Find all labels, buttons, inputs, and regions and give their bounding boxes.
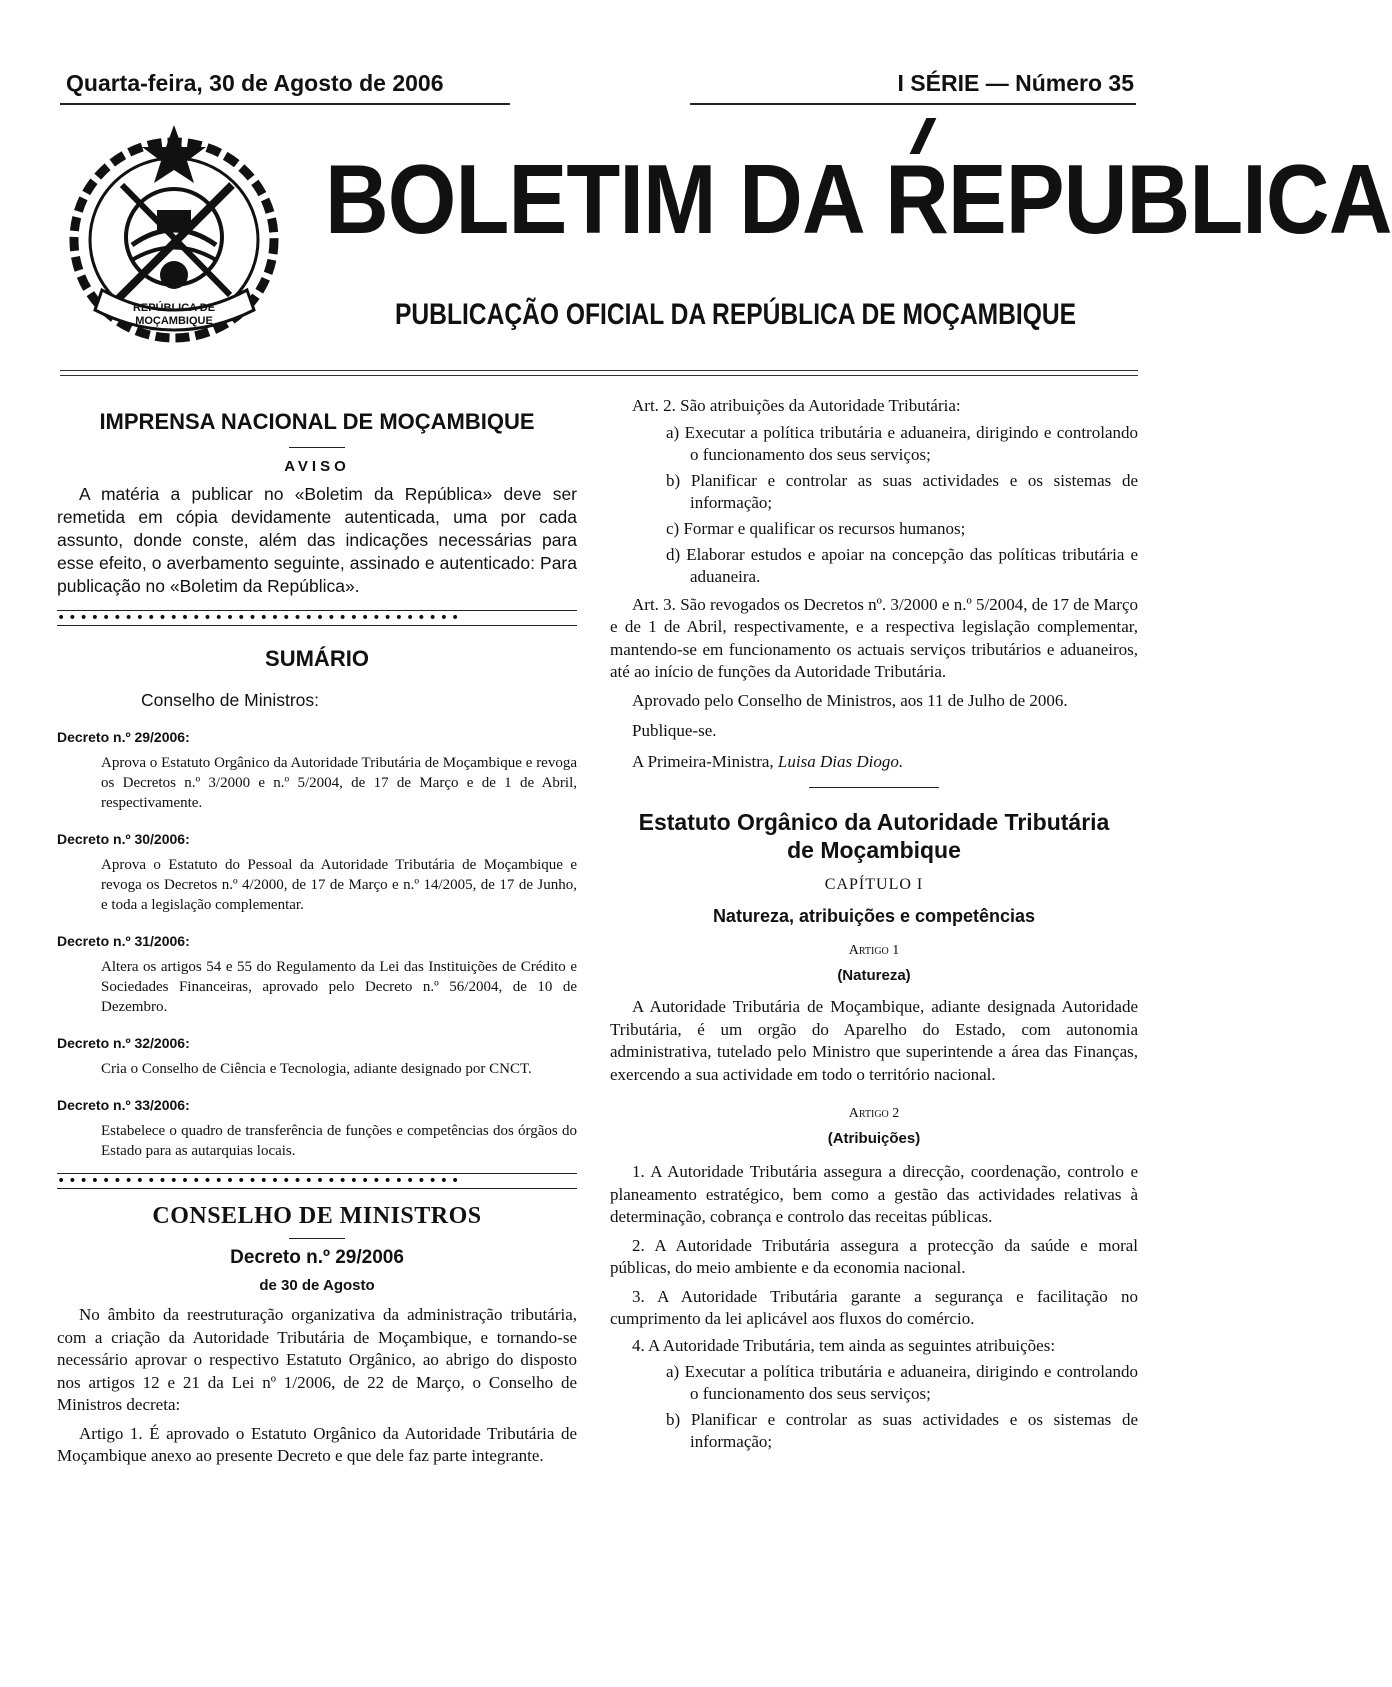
signature-title: A Primeira-Ministra, <box>632 751 778 771</box>
artigo-1-label: Artigo 1 <box>848 943 900 958</box>
artigo-1-title: (Natureza) <box>837 967 911 984</box>
decree-summary-item <box>57 933 577 1017</box>
artigo-2-para-3: 3. A Autoridade Tributária garante a segurança e facilitação no cumprimento da lei aplicável aos fluxos do comércio. <box>610 1286 1138 1328</box>
decree-number: Decreto n.º 30/2006: <box>57 831 190 847</box>
artigo-2-para-2: 2. A Autoridade Tributária assegura a protecção da saúde e moral públicas, do meio ambiente e da economia nacional. <box>610 1235 1138 1277</box>
article-2-item-b: b) Planificar e controlar as suas actividades e os sistemas de informação; <box>666 470 1138 512</box>
decree-description: Aprova o Estatuto Orgânico da Autoridade Tributária de Moçambique e revoga os Decretos n.º 3/2000 e n.º 5/2004, de 17 de Março e de 1 de Abril, respectivamente. <box>101 755 577 811</box>
header-rule-right <box>690 103 1136 105</box>
issue-date: Quarta-feira, 30 de Agosto de 2006 <box>66 70 444 96</box>
artigo-2-para-4: 4. A Autoridade Tributária, tem ainda as seguintes atribuições: <box>632 1335 1056 1355</box>
aviso-text: A matéria a publicar no «Boletim da República» deve ser remetida em cópia devidamente autenticada, uma por cada assunto, donde conste, além das indicações necessárias para esse efeito, o averbamento seguinte, assinado e autenticado: Para publicação no «Boletim da República». <box>57 484 577 596</box>
header-rule-left <box>60 103 510 105</box>
imprensa-heading: IMPRENSA NACIONAL DE MOÇAMBIQUE <box>99 409 535 434</box>
aviso-heading: AVISO <box>284 458 350 475</box>
decree-preamble: No âmbito da reestruturação organizativa da administração tributária, com a criação da Autoridade Tributária de Moçambique, e tornando-se necessário aprovar o respectivo Estatuto Orgânico, ao abrigo do disposto nos artigos 12 e 21 da Lei nº 1/2006, de 22 de Março, o Conselho de Ministros decreta: <box>57 1305 577 1414</box>
dotted-divider: •••••••••••••••••••••••••••••••••••• <box>57 610 577 626</box>
decree-summary-item <box>57 1097 577 1161</box>
artigo-2-para-1: 1. A Autoridade Tributária assegura a direcção, coordenação, controlo e planeamento estratégico, bem como a gestão das actividades relativas à determinação, cobrança e controlo das receitas públicas. <box>610 1162 1138 1226</box>
artigo-1-text: A Autoridade Tributária de Moçambique, adiante designada Autoridade Tributária, é um orgão do Aparelho do Estado, com autonomia administrativa, tutelado pelo Ministro que superintende a área das Finanças, exercendo a sua actividade em todo o território nacional. <box>610 997 1138 1084</box>
decree-description: Altera os artigos 54 e 55 do Regulamento da Lei das Instituições de Crédito e Sociedades Financeiras, aprovado pelo Decreto n.º 56/2004, de 10 de Dezembro. <box>101 959 577 1015</box>
publique-se: Publique-se. <box>632 721 717 740</box>
decree-number: Decreto n.º 32/2006: <box>57 1035 190 1051</box>
estatuto-heading-line-2: de Moçambique <box>787 837 961 863</box>
signature-name: Luisa Dias Diogo. <box>777 751 904 771</box>
artigo-2-label: Artigo 2 <box>848 1106 900 1121</box>
chapter-title: Natureza, atribuições e competências <box>712 906 1036 926</box>
decree-number: Decreto n.º 29/2006: <box>57 729 190 745</box>
emblem-ribbon-text-1: REPÚBLICA DE <box>132 302 216 314</box>
masthead-subtitle: PUBLICAÇÃO OFICIAL DA REPÚBLICA DE MOÇAMBIQUE <box>395 298 1077 331</box>
short-divider <box>289 1238 345 1239</box>
issue-series-number: I SÉRIE — Número 35 <box>897 70 1134 96</box>
header-double-rule <box>60 370 1138 376</box>
conselho-label: Conselho de Ministros: <box>141 690 319 710</box>
decreto-date: de 30 de Agosto <box>259 1277 375 1294</box>
article-2-item-d: d) Elaborar estudos e apoiar na concepção das políticas tributária e aduaneira. <box>666 544 1138 586</box>
right-column <box>610 395 1138 1453</box>
artigo-2-item-b: b) Planificar e controlar as suas actividades e os sistemas de informação; <box>666 1410 1138 1451</box>
chapter-label: CAPÍTULO I <box>824 876 924 893</box>
signature-line <box>610 751 1138 774</box>
decreto-heading: Decreto n.º 29/2006 <box>230 1247 404 1268</box>
coat-of-arms-emblem-icon <box>62 125 287 350</box>
short-divider <box>289 447 345 448</box>
estatuto-heading-line-1: Estatuto Orgânico da Autoridade Tributária <box>638 809 1110 835</box>
article-2-item-c: c) Formar e qualificar os recursos humanos; <box>666 518 966 538</box>
article-2-item-a: a) Executar a política tributária e aduaneira, dirigindo e controlando o funcionamento dos seus serviços; <box>666 422 1138 464</box>
emblem-ribbon-text-2: MOÇAMBIQUE <box>135 315 213 327</box>
approval-statement: Aprovado pelo Conselho de Ministros, aos 11 de Julho de 2006. <box>632 690 1068 710</box>
sumario-heading: SUMÁRIO <box>265 646 369 671</box>
decree-number: Decreto n.º 31/2006: <box>57 933 190 949</box>
decree-summary-item <box>57 831 577 915</box>
decree-description: Aprova o Estatuto do Pessoal da Autoridade Tributária de Moçambique e revoga os Decretos n.º 4/2000, de 17 de Março e n.º 14/2005, de 17 de Junho, e toda a legislação complementar. <box>101 857 577 913</box>
short-divider <box>809 787 939 788</box>
decree-description: Cria o Conselho de Ciência e Tecnologia, adiante designado por CNCT. <box>101 1061 532 1077</box>
decree-article-1: Artigo 1. É aprovado o Estatuto Orgânico da Autoridade Tributária de Moçambique anexo ao presente Decreto e que dele faz parte integrante. <box>57 1423 577 1465</box>
article-3: Art. 3. São revogados os Decretos nº. 3/2000 e n.º 5/2004, de 17 de Março e de 1 de Abril, respectivamente, e a respectiva legislação complementar, mantendo-se em funcionamento os actuais serviços tributários e aduaneiros, até ao início de funções da Autoridade Tributária. <box>610 594 1138 681</box>
article-2-intro: Art. 2. São atribuições da Autoridade Tributária: <box>632 396 961 415</box>
artigo-2-title: (Atribuições) <box>827 1130 921 1147</box>
decree-number: Decreto n.º 33/2006: <box>57 1097 190 1113</box>
masthead-title: BOLETIM DA REPUBLICA <box>325 144 1392 254</box>
left-column <box>57 395 577 1468</box>
decree-summary-item <box>57 729 577 813</box>
conselho-heading: CONSELHO DE MINISTROS <box>152 1203 482 1229</box>
decree-description: Estabelece o quadro de transferência de funções e competências dos órgãos do Estado para as autarquias locais. <box>101 1123 577 1159</box>
dotted-divider: •••••••••••••••••••••••••••••••••••• <box>57 1173 577 1189</box>
decree-summary-item <box>57 1035 577 1079</box>
artigo-2-item-a: a) Executar a política tributária e aduaneira, dirigindo e controlando o funcionamento dos seus serviços; <box>666 1362 1138 1403</box>
